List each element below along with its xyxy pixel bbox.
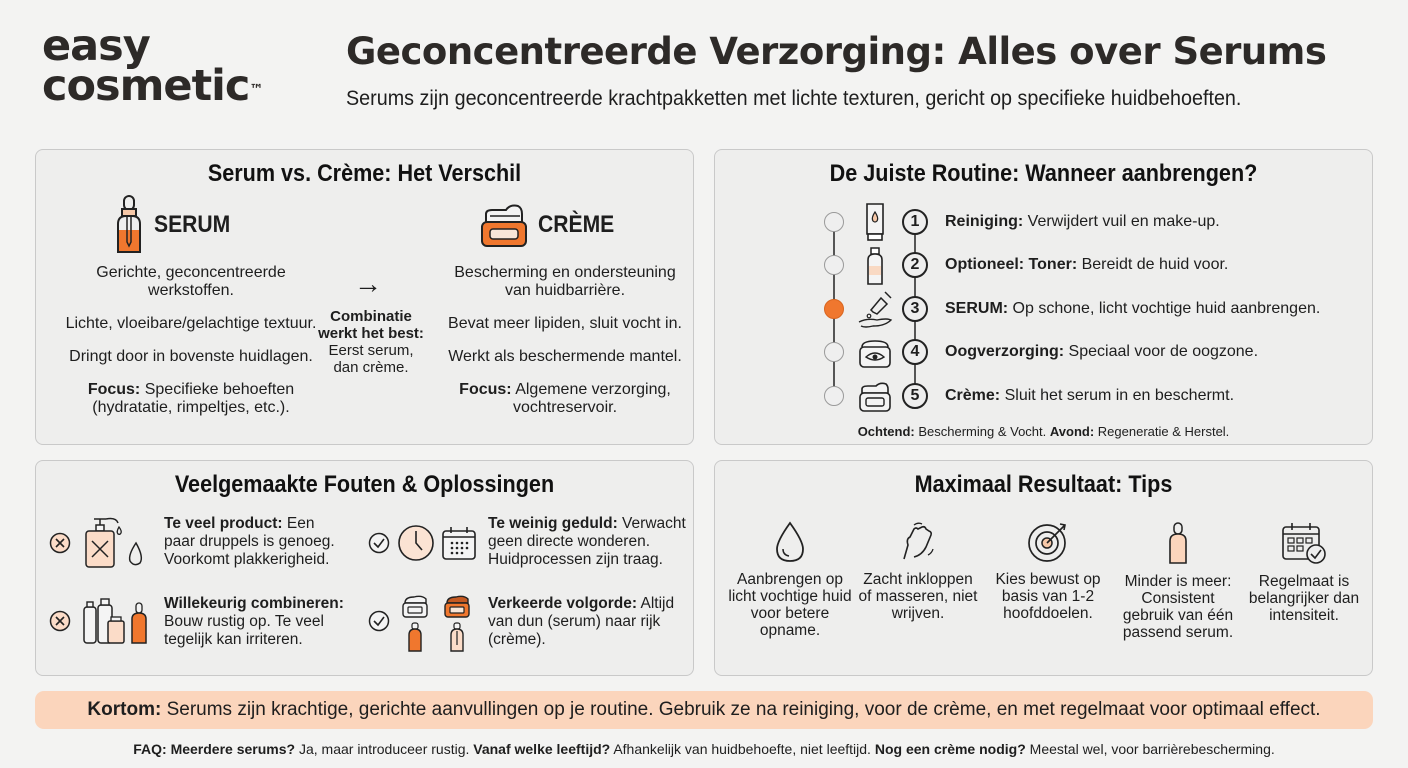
step-text-4: Oogverzorging: Speciaal voor de oogzone. bbox=[945, 343, 1259, 360]
serum-point: Lichte, vloeibare/gelachtige textuur. bbox=[65, 315, 317, 332]
brand-logo bbox=[42, 21, 264, 111]
mistakes-title: Veelgemaakte Fouten & Oplossingen bbox=[174, 471, 555, 498]
arrow-right-icon: → bbox=[354, 268, 382, 299]
eye-cream-jar-icon bbox=[858, 339, 892, 369]
step-text-1: Reiniging: Verwijdert vuil en make-up. bbox=[945, 213, 1220, 230]
step-dot-3-active bbox=[824, 299, 844, 319]
step-dot-4 bbox=[824, 342, 844, 362]
serum-label: SERUM bbox=[154, 211, 231, 238]
summary-banner: Kortom: Serums zijn krachtige, gerichte aanvullingen op je routine. Gebruik ze na reiniging, voor de crème, en met regelmaat voor optimaal effect. bbox=[35, 691, 1373, 729]
serum-point: Dringt door in bovenste huidlagen. bbox=[69, 348, 313, 365]
page-title: Geconcentreerde Verzorging: Alles over Serums bbox=[346, 30, 1327, 73]
serum-heading bbox=[114, 194, 241, 256]
mistake-item-3: Te weinig geduld: Verwacht geen directe wonderen. Huidprocessen zijn traag. bbox=[488, 515, 686, 568]
routine-card bbox=[714, 149, 1373, 445]
mistakes-card bbox=[35, 460, 694, 676]
routine-footnote: Ochtend: Bescherming & Vocht. Avond: Regeneratie & Herstel. bbox=[857, 424, 1230, 439]
cream-jar-icon bbox=[858, 381, 892, 413]
water-drop-icon bbox=[773, 521, 807, 563]
creme-focus: Focus: Algemene verzorging, vochtreservoir. bbox=[459, 381, 671, 416]
serum-focus: Focus: Specifieke behoeften (hydratatie, rimpeltjes, etc.). bbox=[87, 381, 295, 416]
tip-item-1: Aanbrengen op licht vochtige huid voor betere opname. bbox=[727, 521, 853, 639]
creme-label: CRÈME bbox=[538, 211, 615, 238]
routine-title: De Juiste Routine: Wanneer aanbrengen? bbox=[829, 160, 1258, 187]
calendar-icon bbox=[441, 525, 477, 561]
toner-bottle-icon bbox=[866, 246, 884, 286]
mistake-item-2: Willekeurig combineren: Bouw rustig op. Te veel tegelijk kan irriteren. bbox=[164, 595, 344, 648]
serum-bottle-icon bbox=[1167, 521, 1189, 565]
tips-title: Maximaal Resultaat: Tips bbox=[914, 471, 1173, 498]
x-circle-icon bbox=[49, 610, 71, 632]
step-text-5: Crème: Sluit het serum in en beschermt. bbox=[945, 387, 1235, 404]
target-icon bbox=[1027, 521, 1069, 563]
step-dot-2 bbox=[824, 255, 844, 275]
cleanser-tube-icon bbox=[865, 202, 885, 242]
step-number-3: 3 bbox=[902, 296, 928, 322]
cream-jar-icon bbox=[480, 202, 528, 248]
tip-item-2: Zacht inkloppen of masseren, niet wrijven. bbox=[855, 521, 981, 622]
creme-point: Werkt als beschermende mantel. bbox=[448, 348, 682, 365]
clock-icon bbox=[396, 523, 436, 563]
tips-card bbox=[714, 460, 1373, 676]
step-number-1: 1 bbox=[902, 209, 928, 235]
page-subtitle: Serums zijn geconcentreerde krachtpakketten met lichte texturen, gericht op specifieke huidbehoeften. bbox=[346, 87, 1242, 110]
creme-point: Bevat meer lipiden, sluit vocht in. bbox=[448, 315, 682, 332]
step-dot-5 bbox=[824, 386, 844, 406]
creme-heading bbox=[480, 202, 625, 248]
tip-item-4: Minder is meer: Consistent gebruik van één passend serum. bbox=[1115, 521, 1241, 641]
check-circle-icon bbox=[368, 532, 390, 554]
patting-hand-icon bbox=[898, 521, 938, 563]
step-number-5: 5 bbox=[902, 383, 928, 409]
calendar-check-icon bbox=[1281, 521, 1327, 565]
multiple-products-icon bbox=[80, 597, 152, 645]
serum-point: Gerichte, geconcentreerde werkstoffen. bbox=[96, 264, 286, 299]
combination-note: Combinatie werkt het best: Eerst serum, dan crème. bbox=[318, 308, 424, 376]
pump-bottle-drop-icon bbox=[82, 517, 148, 569]
dropper-hand-icon bbox=[855, 290, 895, 330]
product-order-icon bbox=[400, 593, 480, 653]
check-circle-icon bbox=[368, 610, 390, 632]
mistake-item-4: Verkeerde volgorde: Altijd van dun (serum) naar rijk (crème). bbox=[488, 595, 675, 648]
step-dot-1 bbox=[824, 212, 844, 232]
brand-line2: cosmetic bbox=[42, 61, 250, 111]
mistake-item-1: Te veel product: Een paar druppels is genoeg. Voorkomt plakkerigheid. bbox=[164, 515, 335, 568]
creme-points bbox=[434, 264, 696, 432]
faq-line: FAQ: Meerdere serums? Ja, maar introduceer rustig. Vanaf welke leeftijd? Afhankelijk van huidbehoefte, niet leeftijd. Nog een crème nodig? Meestal wel, voor barrièrebescherming. bbox=[133, 741, 1275, 757]
step-text-2: Optioneel: Toner: Bereidt de huid voor. bbox=[945, 256, 1229, 273]
step-text-3: SERUM: Op schone, licht vochtige huid aanbrengen. bbox=[945, 300, 1321, 317]
creme-point: Bescherming en ondersteuning van huidbarrière. bbox=[454, 264, 676, 299]
serum-bottle-icon bbox=[114, 194, 144, 256]
step-number-4: 4 bbox=[902, 339, 928, 365]
brand-line1: easy bbox=[42, 21, 150, 71]
tip-item-3: Kies bewust op basis van 1-2 hoofddoelen. bbox=[985, 521, 1111, 622]
comparison-title: Serum vs. Crème: Het Verschil bbox=[207, 160, 522, 187]
trademark: ™ bbox=[249, 82, 264, 98]
step-number-2: 2 bbox=[902, 252, 928, 278]
serum-points bbox=[56, 264, 326, 432]
x-circle-icon bbox=[49, 532, 71, 554]
tip-item-5: Regelmaat is belangrijker dan intensiteit. bbox=[1241, 521, 1367, 624]
comparison-card bbox=[35, 149, 694, 445]
